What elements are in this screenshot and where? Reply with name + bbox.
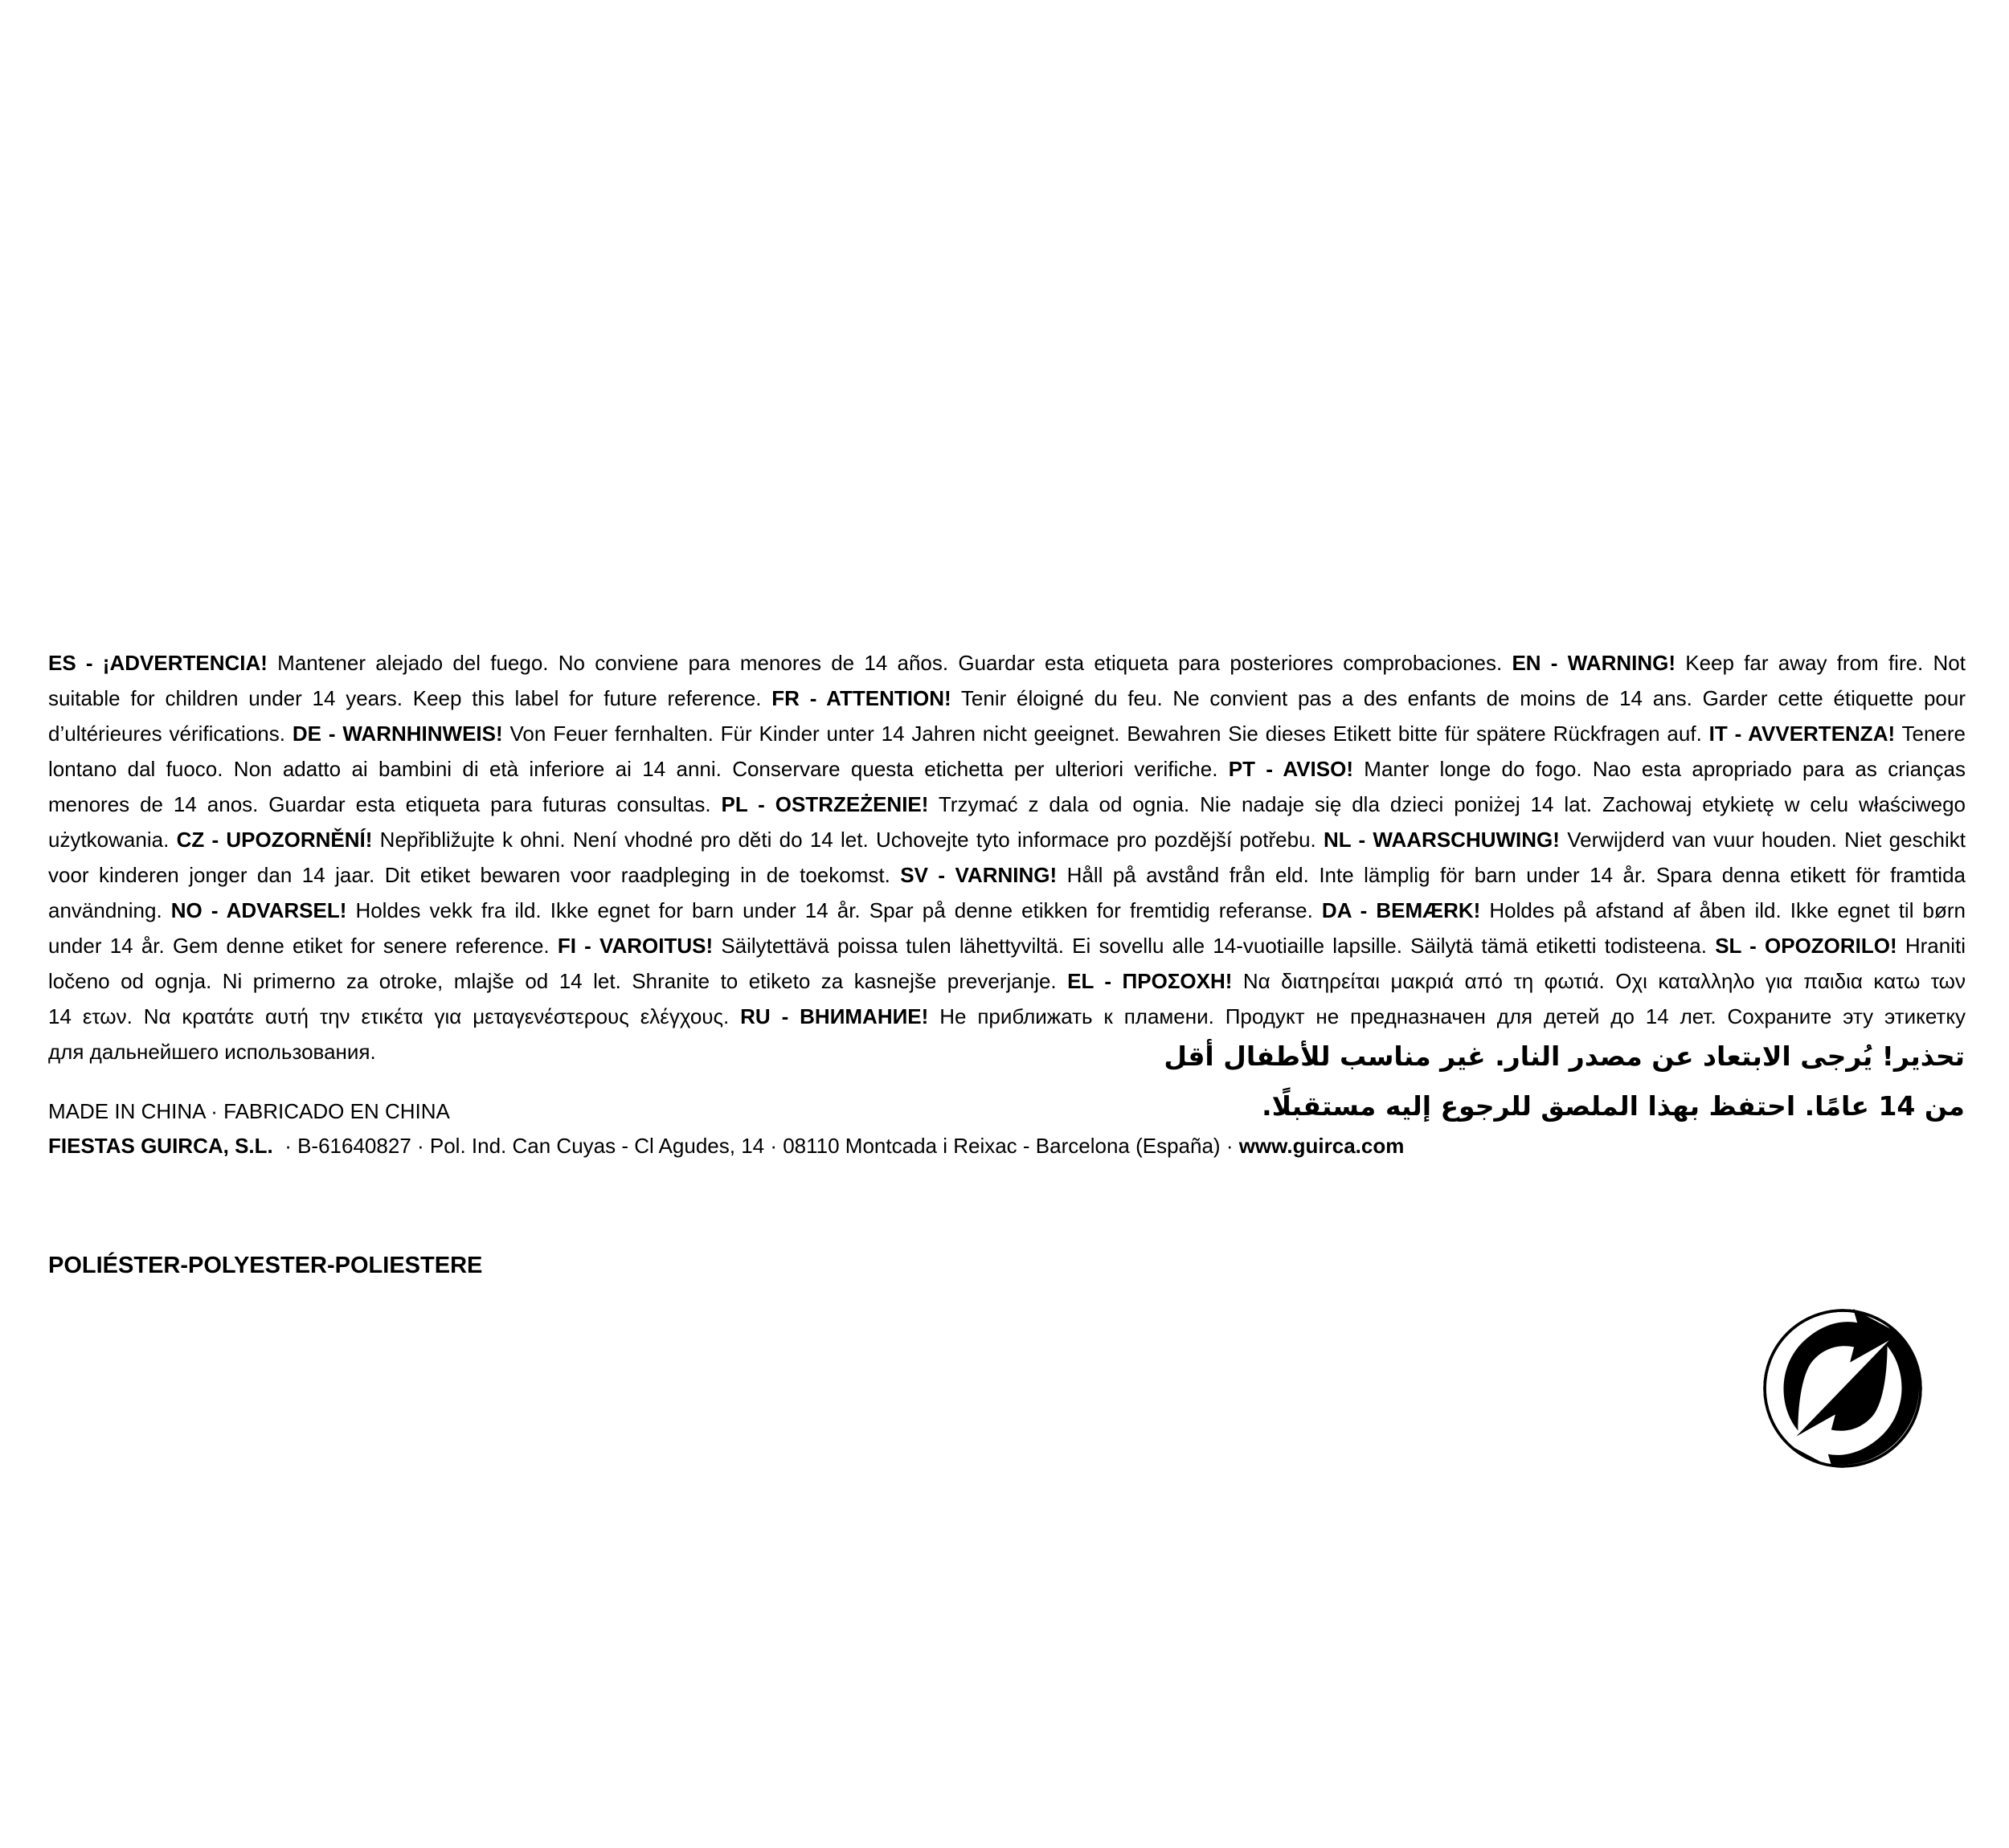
language-warning-label: SV - VARNING! bbox=[900, 863, 1058, 887]
language-warning-label: EN - WARNING! bbox=[1512, 651, 1676, 675]
warning-text: lontano dal fuoco. Non adatto ai bambini di età inferiore ai 14 anni. Conservare questa etichetta per ulteriori verifiche. bbox=[48, 757, 1229, 781]
material-composition-line: POLIÉSTER-POLYESTER-POLIESTERE bbox=[48, 1253, 483, 1278]
warning-text: ločeno od ognja. Ni primerno za otroke, mlajše od 14 let. Shranite to etiketo za kasnejše preverjanje. bbox=[48, 969, 1068, 993]
warning-text: voor kinderen jonger dan 14 jaar. Dit etiket bewaren voor raadpleging in de toekomst. bbox=[48, 863, 901, 887]
warning-text: under 14 år. Gem denne etiket for senere reference. bbox=[48, 934, 558, 958]
warning-line bbox=[48, 999, 1966, 1034]
arabic-warning-block bbox=[1164, 1032, 1965, 1131]
warning-text: для дальнейшего использования. bbox=[48, 1040, 376, 1064]
warning-line bbox=[48, 822, 1966, 857]
language-warning-label: RU - ВНИМАНИЕ! bbox=[740, 1004, 929, 1028]
language-warning-label: PL - OSTRZEŻENIE! bbox=[721, 792, 929, 816]
warning-text: Να διατηρείται μακριά από τη φωτιά. Οχι καταλληλο για παιδια κατω των bbox=[1232, 969, 1966, 993]
manufacturer-address-line bbox=[48, 1132, 1404, 1159]
warning-text: Nepřibližujte k ohni. Není vhodné pro děti do 14 let. Uchovejte tyto informace pro pozdější potřebu. bbox=[372, 828, 1324, 852]
green-dot-recycling-icon bbox=[1761, 1307, 1924, 1470]
manufacturer-address: · B-61640827 · Pol. Ind. Can Cuyas - Cl Agudes, 14 · 08110 Montcada i Reixac - Barcelona (España) · bbox=[272, 1134, 1239, 1158]
warning-text: användning. bbox=[48, 898, 171, 922]
warning-text: menores de 14 anos. Guardar esta etiqueta para futuras consultas. bbox=[48, 792, 722, 816]
warning-line bbox=[48, 787, 1966, 822]
warning-text: d’ultérieures vérifications. bbox=[48, 722, 293, 746]
warning-line bbox=[48, 645, 1966, 681]
made-in-line: MADE IN CHINA · FABRICADO EN CHINA bbox=[48, 1099, 450, 1123]
language-warning-label: DA - BEMÆRK! bbox=[1321, 898, 1481, 922]
arabic-warning-line-2: من 14 عامًا. احتفظ بهذا الملصق للرجوع إليه مستقبلًا. bbox=[1262, 1090, 1965, 1122]
warning-text: Trzymać z dala od ognia. Nie nadaje się dla dzieci poniżej 14 lat. Zachowaj etykietę w celu właściwego bbox=[928, 792, 1966, 816]
warning-text: Не приближать к пламени. Продукт не предназначен для детей до 14 лет. Сохраните эту этикетку bbox=[928, 1004, 1966, 1028]
warning-text: Tenir éloigné du feu. Ne convient pas a des enfants de moins de 14 ans. Garder cette étiquette pour bbox=[951, 686, 1966, 710]
language-warning-label: PT - AVISO! bbox=[1228, 757, 1353, 781]
language-warning-label: SL - OPOZORILO! bbox=[1715, 934, 1897, 958]
warning-line bbox=[48, 893, 1966, 928]
language-warning-label: FR - ATTENTION! bbox=[771, 686, 951, 710]
warning-line bbox=[48, 681, 1966, 716]
warning-text: 14 ετων. Να κρατάτε αυτή την ετικέτα για μεταγενέστερους ελέγχους. bbox=[48, 1004, 741, 1028]
warning-text: Keep far away from fire. Not bbox=[1676, 651, 1966, 675]
language-warning-label: ES - ¡ADVERTENCIA! bbox=[48, 651, 268, 675]
arabic-warning-line-1: تحذير! يُرجى الابتعاد عن مصدر النار. غير مناسب للأطفال أقل bbox=[1164, 1041, 1965, 1072]
warning-text: Tenere bbox=[1895, 722, 1966, 746]
warning-text: Mantener alejado del fuego. No conviene para menores de 14 años. Guardar esta etiqueta para posteriores comprobaciones. bbox=[267, 651, 1512, 675]
warning-text: użytkowania. bbox=[48, 828, 177, 852]
manufacturer-name: FIESTAS GUIRCA, S.L. bbox=[48, 1134, 273, 1158]
language-warning-label: DE - WARNHINWEIS! bbox=[292, 722, 503, 746]
warning-text: Manter longe do fogo. Nao esta apropriado para as crianças bbox=[1352, 757, 1966, 781]
warning-line bbox=[48, 963, 1966, 999]
warning-line bbox=[48, 751, 1966, 787]
language-warning-label: NL - WAARSCHUWING! bbox=[1324, 828, 1560, 852]
warning-text: Verwijderd van vuur houden. Niet geschikt bbox=[1559, 828, 1966, 852]
language-warning-label: FI - VAROITUS! bbox=[557, 934, 714, 958]
multilingual-warning-paragraph bbox=[48, 645, 1966, 1069]
warning-line bbox=[48, 716, 1966, 751]
warning-line bbox=[48, 928, 1966, 963]
warning-text: Hraniti bbox=[1896, 934, 1966, 958]
warning-text: Säilytettävä poissa tulen lähettyviltä. Ei sovellu alle 14-vuotiaille lapsille. Säilytä tämä etiketti todisteena. bbox=[713, 934, 1716, 958]
warning-text: Holdes vekk fra ild. Ikke egnet for barn under 14 år. Spar på denne etikken for fremtidig referanse. bbox=[346, 898, 1322, 922]
language-warning-label: CZ - UPOZORNĚNÍ! bbox=[176, 828, 373, 852]
warning-text: Von Feuer fernhalten. Für Kinder unter 14 Jahren nicht geeignet. Bewahren Sie dieses Etikett bitte für spätere Rückfragen auf. bbox=[502, 722, 1709, 746]
warning-line bbox=[48, 857, 1966, 893]
language-warning-label: EL - ΠΡΟΣΟΧΗ! bbox=[1067, 969, 1233, 993]
warning-text: Håll på avstånd från eld. Inte lämplig för barn under 14 år. Spara denna etikett för framtida bbox=[1057, 863, 1966, 887]
warning-text: suitable for children under 14 years. Keep this label for future reference. bbox=[48, 686, 772, 710]
warning-text: Holdes på afstand af åben ild. Ikke egnet til børn bbox=[1480, 898, 1966, 922]
language-warning-label: NO - ADVARSEL! bbox=[170, 898, 347, 922]
website-url: www.guirca.com bbox=[1238, 1134, 1405, 1158]
language-warning-label: IT - AVVERTENZA! bbox=[1708, 722, 1896, 746]
